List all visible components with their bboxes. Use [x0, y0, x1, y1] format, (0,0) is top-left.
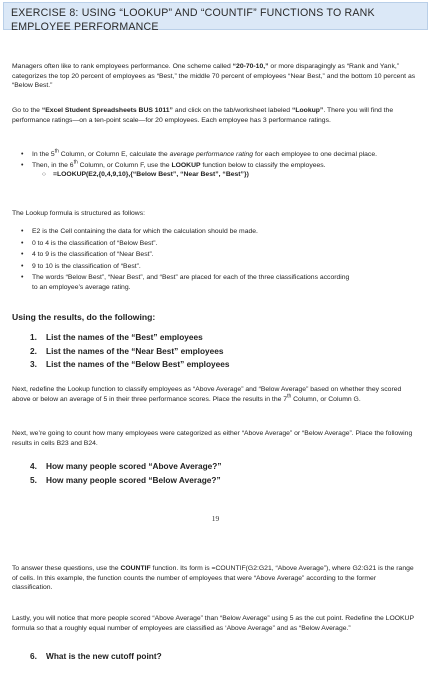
structure-intro	[12, 209, 416, 219]
count-paragraph	[12, 429, 416, 448]
question-item	[30, 460, 410, 474]
question-number: 6.	[30, 651, 37, 661]
question-item	[30, 474, 410, 488]
question-text: How many people scored “Above Average?”	[46, 461, 222, 471]
exercise-header	[3, 2, 428, 33]
step-average	[12, 150, 416, 160]
countif-word: COUNTIF	[120, 565, 151, 572]
structure-item-text: 9 to 10 is the classification of “Best”.	[32, 262, 141, 270]
countif-paragraph	[12, 564, 416, 593]
question-text: How many people scored “Below Average?”	[46, 474, 221, 485]
intro-text-a: Managers often like to rank employees performance. One scheme called	[12, 63, 233, 70]
questions-list-3	[30, 650, 410, 664]
instr-text-c: and click on the tab/worksheet labeled	[172, 107, 292, 114]
countif-text-a: To answer these questions, use the	[12, 565, 121, 572]
structure-intro-text: The Lookup formula is structured as follows:	[12, 210, 145, 217]
bullet-icon: •	[21, 228, 24, 235]
questions-list-1	[30, 331, 410, 372]
structure-item-text: E2 is the Cell containing the data for which the calculation should be made.	[32, 228, 258, 235]
structure-item	[12, 273, 416, 292]
structure-item	[12, 262, 416, 272]
count-paragraph-text: Next, we’re going to count how many employees were categorized as either “Above Average” or “Below Average”. Place the following results in cells B23 and B24.	[12, 430, 413, 447]
bullet-icon: •	[21, 262, 24, 270]
step1-a: In the 5	[32, 151, 55, 158]
question-number: 3.	[30, 359, 37, 369]
intro-paragraph	[12, 62, 416, 91]
instr-text-a: Go to the	[12, 107, 42, 114]
lookup-formula: =LOOKUP(E2,{0,4,9,10},{“Below Best”, “Near Best”, “Best”})	[53, 171, 249, 179]
question-text: List the names of the “Near Best” employees	[46, 345, 224, 356]
step1-italic: average performance rating	[169, 151, 254, 158]
step-lookup	[12, 161, 416, 171]
redefine-paragraph	[12, 385, 416, 404]
structure-list	[12, 227, 416, 293]
question-text: List the names of the “Best” employees	[46, 332, 203, 342]
step2-lookup-word: LOOKUP	[171, 161, 201, 169]
question-number: 5.	[30, 474, 37, 485]
step1-c: for each employee to one decimal place.	[253, 151, 377, 158]
step2-c: function below to classify the employees.	[200, 161, 326, 169]
question-item	[30, 650, 410, 664]
spreadsheet-name: “Excel Student Spreadsheets BUS 1011”	[41, 107, 173, 114]
question-text: List the names of the “Below Best” employees	[46, 359, 230, 369]
question-item	[30, 358, 410, 372]
results-heading-text: Using the results, do the following:	[12, 312, 156, 322]
bullet-icon: •	[21, 239, 24, 247]
intro-scheme-name: “20-70-10,”	[232, 63, 269, 70]
question-number: 2.	[30, 345, 37, 356]
cutoff-paragraph	[12, 614, 416, 633]
question-item	[30, 331, 410, 345]
step1-sup: th	[54, 148, 59, 155]
bullet-icon: •	[21, 274, 24, 282]
structure-item	[12, 227, 416, 237]
structure-item	[12, 250, 416, 260]
intro-text-c: or more disparagingly as “Rank and Yank,” categorizes the top 20 percent of employees as “Best,” the middle 70 percent of employees “Near Best,” and the bottom 10 percent as “Below Best.”	[12, 63, 416, 90]
bullet-icon: •	[21, 151, 24, 158]
redefine-text-a: Next, redefine the Lookup function to classify employees as “Above Average” and “Below Average” based on whether they scored above or below an average of 5 in their three performance scores. Place the results in the 7	[12, 386, 402, 403]
instr-text-e: . There you will find the performance ratings—on a ten-point scale—for 20 employees. Each employee has 3 performance ratings.	[12, 107, 394, 124]
structure-item	[12, 239, 416, 249]
countif-text-c: function. Its form is =COUNTIF(G2:G21, “Above Average”), where G2:G21 is the range of cells. In this example, the function counts the number of employees that were “Above Average” according to the former classification.	[12, 565, 414, 592]
bullet-icon: •	[21, 251, 24, 259]
bullet-icon: •	[21, 161, 24, 169]
step2-sup: th	[73, 159, 78, 166]
redefine-text-b: Column, or Column G.	[291, 395, 361, 403]
structure-item-text: The words “Below Best”, “Near Best”, and “Best” are placed for each of the three classifications according to an employee’s average rating.	[32, 274, 350, 291]
header-line-1: EXERCISE 8: USING “LOOKUP” AND “COUNTIF” FUNCTIONS TO RANK	[11, 7, 375, 19]
question-item	[30, 345, 410, 359]
cutoff-paragraph-text: Lastly, you will notice that more people scored “Above Average” than “Below Average” using 5 as the cut point. Redefine the LOOKUP formula so that a roughly equal number of employees are classified as ‘Above Average” and as “Below Average.”	[12, 615, 414, 632]
redefine-sup: th	[287, 393, 292, 400]
structure-item-text: 0 to 4 is the classification of “Below Best”.	[32, 239, 158, 247]
results-heading	[12, 313, 416, 323]
circle-bullet-icon: ○	[42, 171, 46, 179]
page-break	[0, 528, 431, 564]
question-number: 1.	[30, 332, 37, 342]
tab-name: “Lookup”	[291, 107, 324, 114]
step1-b: Column, or Column E, calculate the	[58, 151, 170, 158]
questions-list-2	[30, 460, 410, 487]
step2-a: Then, in the 6	[32, 161, 74, 169]
question-text: What is the new cutoff point?	[46, 651, 162, 661]
steps-list	[12, 150, 416, 180]
step2-b: Column, or Column F, use the	[77, 161, 172, 169]
header-line-2: EMPLOYEE PERFORMANCE	[11, 21, 159, 33]
question-number: 4.	[30, 461, 37, 471]
formula-line	[12, 170, 416, 180]
instructions-paragraph	[12, 106, 416, 125]
structure-item-text: 4 to 9 is the classification of “Near Best”.	[32, 251, 154, 259]
page-number: 19	[211, 514, 220, 523]
